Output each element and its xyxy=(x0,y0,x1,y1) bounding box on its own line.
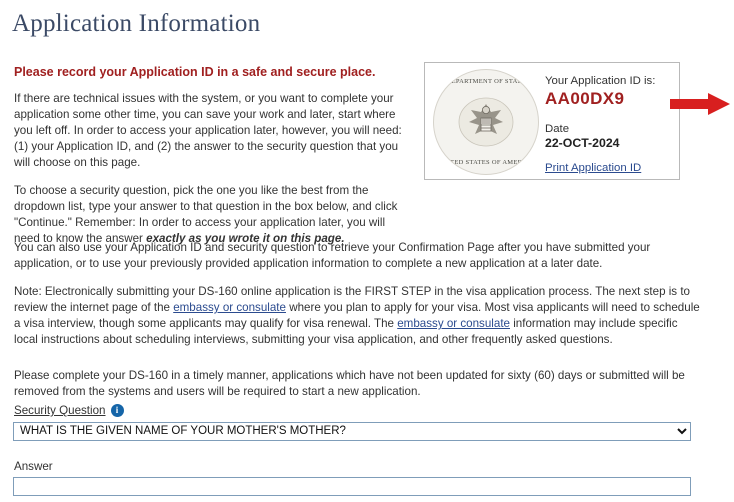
security-question-select-wrap xyxy=(13,421,691,440)
notice-content xyxy=(14,64,414,259)
red-arrow-annotation-icon xyxy=(668,92,730,116)
lower-paragraphs xyxy=(14,240,720,412)
answer-input[interactable] xyxy=(13,477,691,496)
submission-note-part1: Note: Electronically submitting your DS-160 online application is the FIRST STEP in the visa application process. The next step is to review the internet page of the xyxy=(14,284,690,314)
paragraph-timeliness: Please complete your DS-160 in a timely manner, applications which have not been updated for sixty (60) days or submitted will be removed from the systems and users will be required to start a new application. xyxy=(14,368,685,398)
application-id-label: Your Application ID is: xyxy=(545,75,656,87)
paragraph-retrieve-confirmation: You can also use your Application ID and security question to retrieve your Confirmation Page after you have submitted your application, or to use your previously provided application information to complete a new application at a later date. xyxy=(14,241,651,270)
seal-bottom-text: UNITED STATES OF AMERICA xyxy=(437,159,535,166)
application-id-panel xyxy=(424,62,680,180)
security-question-label-row xyxy=(14,404,124,417)
record-app-id-warning: Please record your Application ID in a safe and secure place. xyxy=(14,65,376,79)
paragraph-security-question-emphasis: exactly as you wrote it on this page. xyxy=(146,231,345,245)
paragraph-security-question-text: To choose a security question, pick the one you like the best from the dropdown list, type your answer to that question in the box below, and click "Continue." Remember: In order to access your application later, you will need to know the answer xyxy=(14,183,398,245)
paragraph-submission-note xyxy=(14,284,700,348)
eagle-icon xyxy=(457,96,515,148)
application-id-info xyxy=(545,75,673,150)
date-value: 22-OCT-2024 xyxy=(545,136,620,150)
submission-note-part2: where you plan to apply for your visa. Most visa applicants will need to schedule a visa interview, though some applicants may qualify for visa renewal. The xyxy=(14,300,700,330)
embassy-or-consulate-link-1[interactable]: embassy or consulate xyxy=(173,300,286,314)
paragraph-security-question-instructions xyxy=(14,183,414,247)
seal-top-text: DEPARTMENT OF STATE xyxy=(446,78,526,85)
info-icon[interactable]: i xyxy=(111,404,124,417)
date-label: Date xyxy=(545,123,570,135)
print-application-id-link[interactable]: Print Application ID xyxy=(545,162,642,174)
paragraph-technical-issues: If there are technical issues with the system, or you want to complete your application some other time, you can save your work and later, start where you left off. In order to access your application later, however, you will need: (1) your Application ID, and (2) the answer to the security question that you will choose on this page. xyxy=(14,91,402,169)
application-id-value: AA00DX9 xyxy=(545,89,625,108)
security-question-select[interactable] xyxy=(13,422,691,441)
submission-note-part3: information may include specific local instructions about scheduling interviews, submitting your visa application, and other frequently asked questions. xyxy=(14,316,678,346)
department-of-state-seal-icon xyxy=(433,69,539,175)
page-title: Application Information xyxy=(12,10,261,37)
answer-label: Answer xyxy=(14,460,53,473)
embassy-or-consulate-link-2[interactable]: embassy or consulate xyxy=(397,316,510,330)
security-question-label: Security Question xyxy=(14,404,106,417)
